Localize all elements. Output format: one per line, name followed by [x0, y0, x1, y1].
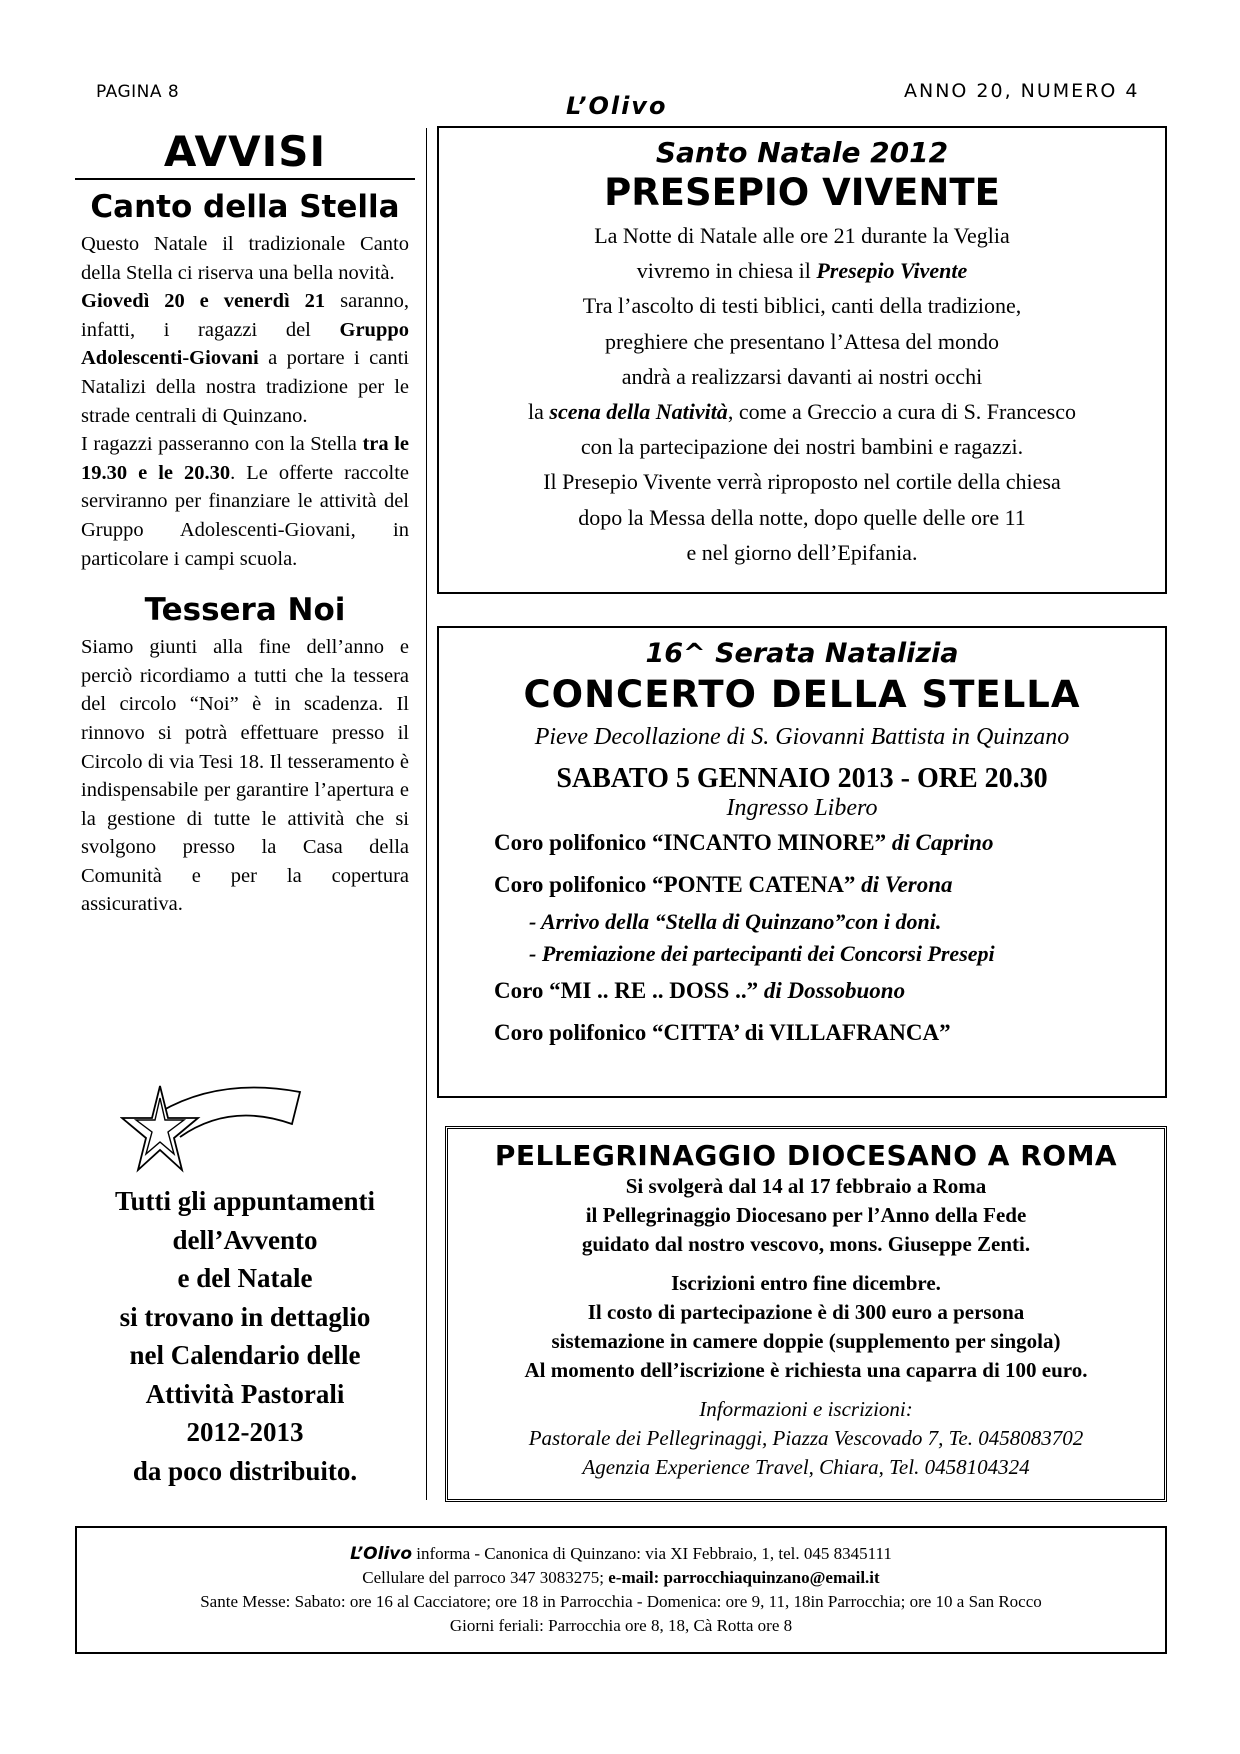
appuntamenti-line: dell’Avvento	[172, 1224, 318, 1255]
footer-line: Cellulare del parroco 347 3083275; e-mail: parrocchiaquinzano@email.it	[362, 1568, 880, 1587]
presepio-box	[437, 126, 1167, 594]
presepio-line: La Notte di Natale alle ore 21 durante la Veglia	[594, 223, 1010, 248]
presepio-line: Tra l’ascolto di testi biblici, canti della tradizione,	[582, 293, 1022, 319]
footer-email: e-mail: parrocchiaquinzano@email.it	[608, 1568, 880, 1587]
concerto-date: SABATO 5 GENNAIO 2013 - ORE 20.30	[556, 763, 1048, 794]
presepio-line: andrà a realizzarsi davanti ai nostri occhi	[621, 363, 983, 389]
pellegrinaggio-info: Pastorale dei Pellegrinaggi, Piazza Vescovado 7, Te. 0458083702	[528, 1426, 1084, 1450]
concerto-box	[437, 626, 1167, 1098]
canto-title: Canto della Stella	[90, 189, 400, 225]
presepio-body	[439, 218, 1165, 570]
canto-p3b: . Le offerte raccolte serviranno per finanziare le attività del Gruppo Adolescenti-Giovani, in particolare i campi scuola.	[81, 461, 409, 570]
pellegrinaggio-line: Il costo di partecipazione è di 300 euro a persona	[587, 1300, 1025, 1324]
concerto-subtitle: 16^ Serata Natalizia	[645, 638, 959, 669]
appuntamenti-line: Tutti gli appuntamenti	[114, 1186, 376, 1216]
canto-group: Gruppo Adolescenti-Giovani	[81, 318, 409, 370]
appuntamenti-line: si trovano in dettaglio	[119, 1301, 371, 1332]
pellegrinaggio-info: Informazioni e iscrizioni:	[699, 1397, 913, 1421]
appuntamenti-line: da poco distribuito.	[132, 1455, 358, 1486]
appuntamenti-line: 2012-2013	[186, 1417, 304, 1447]
concerto-entry: Ingresso Libero	[726, 795, 878, 821]
concerto-row: Coro “MI .. RE .. DOSS ..” di Dossobuono	[494, 978, 906, 1003]
concerto-bullet: - Premiazione dei partecipanti dei Concorsi Presepi	[529, 941, 995, 966]
presepio-line: preghiere che presentano l’Attesa del mondo	[604, 328, 999, 354]
presepio-line: Il Presepio Vivente verrà riproposto nel cortile della chiesa	[543, 469, 1061, 495]
presepio-subtitle: Santo Natale 2012	[655, 136, 949, 169]
canto-text	[81, 230, 409, 573]
canto-time: tra le 19.30 e le 20.30	[81, 433, 409, 484]
footer-line: Sante Messe: Sabato: ore 16 al Cacciatore; ore 18 in Parrocchia - Domenica: ore 9, 11, 18in Parrocchia; ore 10 a San Rocco	[200, 1592, 1042, 1611]
footer-box	[75, 1526, 1167, 1654]
pellegrinaggio-line: Al momento dell’iscrizione è richiesta una caparra di 100 euro.	[524, 1358, 1088, 1382]
pellegrinaggio-line: sistemazione in camere doppie (supplemento per singola)	[551, 1329, 1061, 1353]
pellegrinaggio-line: Si svolgerà dal 14 al 17 febbraio a Roma	[625, 1174, 987, 1198]
column-divider	[426, 128, 427, 1500]
concerto-row: Coro polifonico “PONTE CATENA” di Verona	[494, 872, 953, 897]
appuntamenti-line: Attività Pastorali	[145, 1378, 345, 1409]
page-number: PAGINA 8	[96, 82, 180, 102]
concerto-location: Pieve Decollazione di S. Giovanni Battista in Quinzano	[534, 724, 1070, 750]
canto-p2a: saranno, infatti, i ragazzi del	[81, 290, 409, 341]
shooting-star-icon	[120, 1082, 310, 1182]
pellegrinaggio-line: Iscrizioni entro fine dicembre.	[671, 1271, 941, 1295]
canto-p1: Questo Natale il tradizionale Canto della Stella ci riserva una bella novità.	[81, 233, 409, 284]
pellegrinaggio-info: Agenzia Experience Travel, Chiara, Tel. 0458104324	[582, 1455, 1030, 1479]
concerto-row: Coro polifonico “INCANTO MINORE” di Caprino	[494, 830, 994, 855]
presepio-line: e nel giorno dell’Epifania.	[686, 539, 918, 565]
newsletter-title: L’Olivo	[566, 92, 668, 120]
concerto-row: Coro polifonico “CITTA’ di VILLAFRANCA”	[494, 1020, 951, 1045]
issue-number: ANNO 20, NUMERO 4	[904, 80, 1140, 102]
footer-brand: L’Olivo	[350, 1544, 413, 1564]
canto-p2b: a portare i canti Natalizi della nostra tradizione per le strade centrali di Quinzano.	[81, 347, 409, 427]
footer-line: Giorni feriali: Parrocchia ore 8, 18, Cà Rotta ore 8	[449, 1616, 793, 1635]
tessera-text: Siamo giunti alla fine dell’anno e perciò ricordiamo a tutti che la tessera del circolo “Noi” è in scadenza. Il rinnovo si potrà effettuare presso il Circolo di via Tesi 18. Il tesseramento è indispensabile per garantire l’apertura e la gestione di tutte le attività che si svolgono presso la Casa della Comunità e per la copertura assicurativa.	[81, 636, 409, 916]
footer-line: L’Olivo informa - Canonica di Quinzano: via XI Febbraio, 1, tel. 045 8345111	[350, 1544, 892, 1564]
avvisi-heading: AVVISI	[75, 128, 415, 180]
tessera-title: Tessera Noi	[144, 592, 346, 629]
left-column	[75, 128, 415, 919]
canto-p3a: I ragazzi passeranno con la Stella	[81, 433, 363, 456]
appuntamenti-line: e del Natale	[177, 1263, 313, 1293]
presepio-title: PRESEPIO VIVENTE	[604, 171, 1000, 214]
presepio-line: con la partecipazione dei nostri bambini e ragazzi.	[580, 434, 1024, 460]
presepio-line: dopo la Messa della notte, dopo quelle delle ore 11	[578, 504, 1026, 530]
presepio-line: vivremo in chiesa il Presepio Vivente	[636, 258, 968, 284]
pellegrinaggio-line: guidato dal nostro vescovo, mons. Giuseppe Zenti.	[581, 1232, 1031, 1256]
pellegrinaggio-box	[445, 1126, 1167, 1502]
appuntamenti-note	[75, 1182, 415, 1490]
canto-days: Giovedì 20 e venerdì 21	[81, 290, 326, 313]
presepio-line: la scena della Natività, come a Greccio a cura di S. Francesco	[528, 399, 1076, 425]
pellegrinaggio-title: PELLEGRINAGGIO DIOCESANO A ROMA	[494, 1139, 1118, 1172]
pellegrinaggio-line: il Pellegrinaggio Diocesano per l’Anno della Fede	[585, 1203, 1027, 1227]
concerto-bullet: - Arrivo della “Stella di Quinzano”con i doni.	[529, 909, 942, 934]
appuntamenti-line: nel Calendario delle	[129, 1340, 361, 1370]
concerto-title: CONCERTO DELLA STELLA	[523, 673, 1081, 716]
